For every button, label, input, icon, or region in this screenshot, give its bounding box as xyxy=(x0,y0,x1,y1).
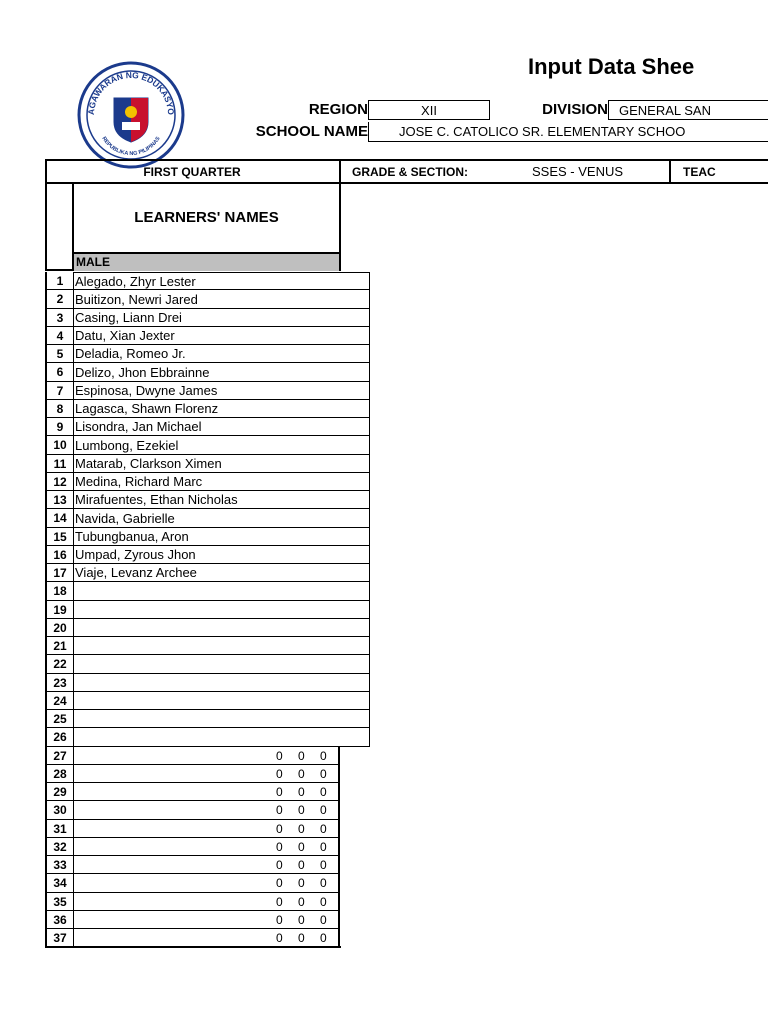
zero-value: 0 xyxy=(320,913,327,927)
row-number: 29 xyxy=(45,783,74,801)
zero-value: 0 xyxy=(320,785,327,799)
zero-value: 0 xyxy=(298,749,305,763)
row-number: 18 xyxy=(45,582,74,601)
learner-name-cell[interactable]: Umpad, Zyrous Jhon xyxy=(74,546,370,564)
zero-value: 0 xyxy=(320,803,327,817)
grade-section-label: GRADE & SECTION: xyxy=(352,165,469,179)
row-number: 12 xyxy=(45,473,74,491)
row-number: 2 xyxy=(45,290,74,309)
zero-value: 0 xyxy=(320,840,327,854)
learner-name-cell[interactable]: Lagasca, Shawn Florenz xyxy=(74,400,370,418)
teacher-label: TEAC xyxy=(683,165,716,179)
zero-value: 0 xyxy=(298,931,305,945)
zero-value: 0 xyxy=(320,749,327,763)
learner-name-cell[interactable]: Lumbong, Ezekiel xyxy=(74,436,370,455)
learner-name-cell[interactable]: Lisondra, Jan Michael xyxy=(74,418,370,436)
deped-seal-logo xyxy=(76,60,186,170)
names-header: LEARNERS' NAMES xyxy=(134,209,279,226)
region-value[interactable]: XII xyxy=(368,100,490,120)
zero-value: 0 xyxy=(276,858,283,872)
zero-value: 0 xyxy=(298,767,305,781)
row-number: 33 xyxy=(45,856,74,874)
row-number: 23 xyxy=(45,674,74,692)
learner-name-cell[interactable]: Datu, Xian Jexter xyxy=(74,327,370,345)
row-number: 7 xyxy=(45,382,74,400)
row-number: 19 xyxy=(45,601,74,619)
row-number: 25 xyxy=(45,710,74,728)
row-number: 13 xyxy=(45,491,74,509)
row-number: 11 xyxy=(45,455,74,473)
row-number: 8 xyxy=(45,400,74,418)
row-number: 14 xyxy=(45,509,74,528)
row-number: 28 xyxy=(45,765,74,783)
learner-name-cell[interactable]: Matarab, Clarkson Ximen xyxy=(74,455,370,473)
zero-value: 0 xyxy=(298,785,305,799)
zero-value: 0 xyxy=(320,931,327,945)
zero-value: 0 xyxy=(276,803,283,817)
learner-name-cell[interactable]: Navida, Gabrielle xyxy=(74,509,370,528)
zero-value: 0 xyxy=(276,785,283,799)
row-number: 16 xyxy=(45,546,74,564)
learner-name-cell[interactable] xyxy=(74,692,370,710)
row-number: 31 xyxy=(45,820,74,838)
row-number: 21 xyxy=(45,637,74,655)
zero-value: 0 xyxy=(276,749,283,763)
learner-name-cell[interactable]: Alegado, Zhyr Lester xyxy=(74,272,370,290)
division-label: DIVISION xyxy=(542,101,608,118)
zero-value: 0 xyxy=(298,913,305,927)
learner-name-cell[interactable] xyxy=(74,655,370,674)
table-bottom-border xyxy=(45,946,341,948)
divider xyxy=(339,159,341,184)
logo-top-text: AGAWARAN NG EDUKASYO xyxy=(85,69,177,116)
row-number: 6 xyxy=(45,363,74,382)
row-number: 37 xyxy=(45,929,74,947)
learner-name-cell[interactable] xyxy=(74,710,370,728)
zero-value: 0 xyxy=(298,840,305,854)
learner-name-cell[interactable] xyxy=(74,674,370,692)
learner-name-cell[interactable] xyxy=(74,601,370,619)
row-number: 35 xyxy=(45,893,74,911)
learner-name-cell[interactable]: Deladia, Romeo Jr. xyxy=(74,345,370,363)
row-number: 15 xyxy=(45,528,74,546)
quarter-label: FIRST QUARTER xyxy=(143,165,241,179)
learner-name-cell[interactable] xyxy=(74,619,370,637)
division-value[interactable]: GENERAL SAN xyxy=(608,100,768,120)
zero-value: 0 xyxy=(276,931,283,945)
row-number: 36 xyxy=(45,911,74,929)
row-number: 22 xyxy=(45,655,74,674)
row-number: 32 xyxy=(45,838,74,856)
divider xyxy=(669,159,671,184)
school-name-value[interactable]: JOSE C. CATOLICO SR. ELEMENTARY SCHOO xyxy=(368,122,768,142)
learner-name-cell[interactable] xyxy=(74,582,370,601)
row-number: 20 xyxy=(45,619,74,637)
zero-value: 0 xyxy=(276,822,283,836)
zero-value: 0 xyxy=(320,895,327,909)
row-number: 9 xyxy=(45,418,74,436)
learner-name-cell[interactable] xyxy=(74,728,370,747)
row-number: 34 xyxy=(45,874,74,893)
learner-name-cell[interactable]: Mirafuentes, Ethan Nicholas xyxy=(74,491,370,509)
zero-value: 0 xyxy=(298,876,305,890)
row-number: 26 xyxy=(45,728,74,747)
row-number: 17 xyxy=(45,564,74,582)
zero-value: 0 xyxy=(276,876,283,890)
zero-value: 0 xyxy=(276,840,283,854)
learner-name-cell[interactable] xyxy=(74,637,370,655)
row-number: 1 xyxy=(45,272,74,290)
row-number: 27 xyxy=(45,747,74,765)
learner-name-cell[interactable]: Tubungbanua, Aron xyxy=(74,528,370,546)
zero-value: 0 xyxy=(298,803,305,817)
page-title: Input Data Shee xyxy=(528,54,695,79)
row-number: 3 xyxy=(45,309,74,327)
learner-name-cell[interactable]: Espinosa, Dwyne James xyxy=(74,382,370,400)
learner-name-cell[interactable]: Buitizon, Newri Jared xyxy=(74,290,370,309)
row-number: 30 xyxy=(45,801,74,820)
zero-value: 0 xyxy=(320,876,327,890)
zero-value: 0 xyxy=(276,895,283,909)
zero-value: 0 xyxy=(320,858,327,872)
zero-value: 0 xyxy=(320,767,327,781)
logo-bottom-text: REPUBLIKA NG PILIPINAS xyxy=(100,135,162,158)
row-number: 5 xyxy=(45,345,74,363)
zero-value: 0 xyxy=(320,822,327,836)
row-number: 4 xyxy=(45,327,74,345)
learner-name-cell[interactable]: Casing, Liann Drei xyxy=(74,309,370,327)
row-number: 10 xyxy=(45,436,74,455)
school-name-label: SCHOOL NAME xyxy=(255,123,368,140)
row-number: 24 xyxy=(45,692,74,710)
zero-value: 0 xyxy=(276,767,283,781)
learner-name-cell[interactable]: Medina, Richard Marc xyxy=(74,473,370,491)
zero-value: 0 xyxy=(276,913,283,927)
learner-name-cell[interactable]: Viaje, Levanz Archee xyxy=(74,564,370,582)
gender-label-male: MALE xyxy=(74,252,339,271)
region-label: REGION xyxy=(308,101,368,118)
zero-value: 0 xyxy=(298,895,305,909)
zero-value: 0 xyxy=(298,858,305,872)
zero-value: 0 xyxy=(298,822,305,836)
learner-name-cell[interactable]: Delizo, Jhon Ebbrainne xyxy=(74,363,370,382)
grade-section-value[interactable]: SSES - VENUS xyxy=(532,164,624,179)
